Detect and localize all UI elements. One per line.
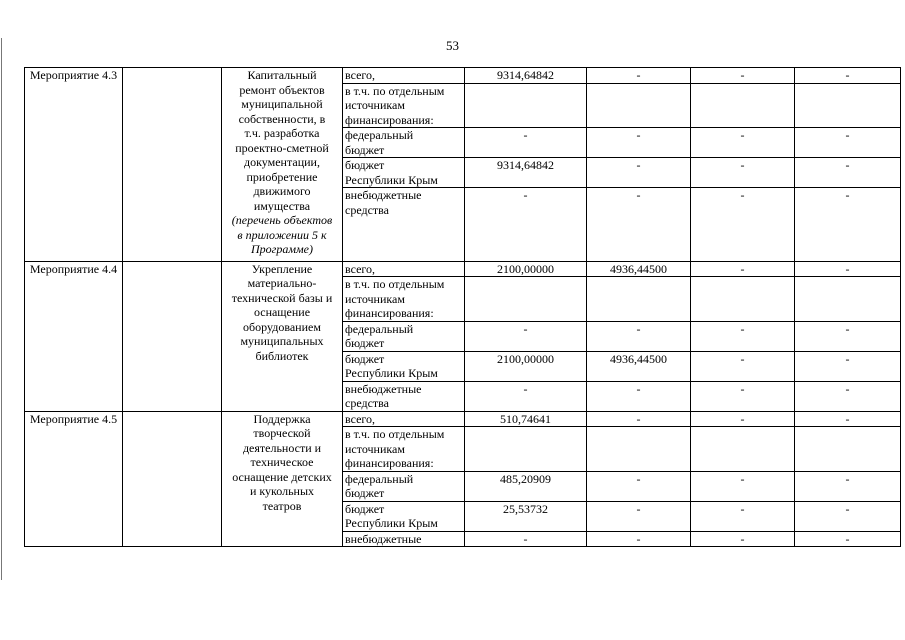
event-name-line: движимого [253, 184, 311, 198]
funding-source-cell [343, 68, 465, 84]
funding-source-line: бюджет [345, 501, 385, 516]
funding-value-3 [691, 427, 795, 472]
funding-source-cell [343, 531, 465, 547]
funding-value-1: - [465, 531, 587, 547]
funding-value-1 [465, 427, 587, 472]
funding-source-line: бюджет [345, 351, 385, 366]
funding-value-4: - [795, 188, 901, 262]
page-left-edge [1, 38, 2, 580]
funding-value-3: - [691, 188, 795, 262]
funding-value-2: - [587, 531, 691, 547]
funding-source-cell [343, 277, 465, 322]
funding-value-1 [465, 277, 587, 322]
funding-source-line: внебюджетные [345, 188, 422, 202]
funding-table [24, 67, 901, 547]
funding-value-3: - [691, 351, 795, 381]
funding-value-3 [691, 83, 795, 128]
funding-source-line: источникам [345, 98, 405, 112]
funding-value-4 [795, 277, 901, 322]
funding-source-cell [343, 188, 465, 262]
event-name-line: технической базы и [231, 290, 333, 305]
funding-value-2: - [587, 68, 691, 84]
funding-source-line: Республики Крым [345, 366, 438, 380]
event-name-line: деятельности и [242, 440, 322, 455]
funding-value-3: - [691, 158, 795, 188]
event-name-line: творческой [253, 426, 311, 440]
funding-value-3: - [691, 411, 795, 427]
funding-value-2: - [587, 411, 691, 427]
event-name-line: проектно-сметной [235, 140, 329, 155]
funding-value-1: 25,53732 [465, 501, 587, 531]
funding-table-body [25, 68, 901, 547]
funding-source-line: в т.ч. по отдельным [345, 427, 445, 441]
funding-source-line: в т.ч. по отдельным [345, 83, 445, 98]
funding-value-3: - [691, 471, 795, 501]
event-name-line: оснащение детских [232, 469, 332, 484]
funding-value-2: - [587, 381, 691, 411]
funding-source-line: бюджет [345, 142, 385, 157]
funding-source-line: бюджет [345, 336, 385, 350]
funding-source-line: бюджет [345, 158, 385, 172]
funding-source-line: средства [345, 202, 390, 217]
funding-value-1: 9314,64842 [465, 158, 587, 188]
event-name-line: приобретение [246, 169, 318, 184]
event-name-line: оснащение [253, 305, 311, 319]
funding-value-1: - [465, 381, 587, 411]
event-name-line: собственности, в [238, 111, 326, 126]
funding-value-2: 4936,44500 [587, 261, 691, 277]
funding-value-2: - [587, 128, 691, 158]
event-name-line: техническое [250, 455, 314, 469]
funding-source-cell [343, 351, 465, 381]
funding-value-3: - [691, 128, 795, 158]
event-label: Мероприятие 4.5 [29, 411, 118, 426]
funding-value-3 [691, 277, 795, 322]
funding-value-1: 2100,00000 [465, 261, 587, 277]
table-row [25, 261, 901, 277]
event-label: Мероприятие 4.4 [29, 261, 118, 276]
event-name-line: т.ч. разработка [244, 126, 320, 140]
funding-value-1: - [465, 188, 587, 262]
funding-value-4: - [795, 351, 901, 381]
funding-value-4: - [795, 531, 901, 547]
funding-value-4: - [795, 501, 901, 531]
funding-value-4: - [795, 128, 901, 158]
funding-value-1 [465, 83, 587, 128]
funding-value-3: - [691, 381, 795, 411]
funding-value-4: - [795, 381, 901, 411]
event-name-line: Капитальный [247, 68, 317, 82]
funding-source-line: в т.ч. по отдельным [345, 277, 445, 291]
funding-value-1: - [465, 128, 587, 158]
funding-source-line: федеральный [345, 128, 414, 142]
funding-value-4: - [795, 411, 901, 427]
funding-value-2: 4936,44500 [587, 351, 691, 381]
event-name-note-line: в приложении 5 к [237, 227, 327, 242]
funding-value-4 [795, 427, 901, 472]
funding-source-line: внебюджетные [345, 531, 422, 546]
funding-value-2: - [587, 188, 691, 262]
funding-value-1: 510,74641 [465, 411, 587, 427]
funding-source-line: финансирования: [345, 456, 434, 470]
funding-source-line: всего, [345, 261, 376, 276]
event-name-line: Укрепление [251, 261, 313, 276]
funding-source-line: федеральный [345, 471, 414, 486]
event-name-note-line: Программе) [251, 242, 313, 256]
funding-source-line: федеральный [345, 321, 414, 336]
funding-source-line: всего, [345, 68, 376, 82]
funding-value-2: - [587, 321, 691, 351]
funding-source-cell [343, 83, 465, 128]
event-name-line: муниципальной [241, 97, 323, 111]
funding-value-4: - [795, 261, 901, 277]
event-label-cell [25, 411, 123, 547]
funding-value-4 [795, 83, 901, 128]
table-row [25, 411, 901, 427]
funding-value-2: - [587, 501, 691, 531]
funding-value-3: - [691, 531, 795, 547]
funding-source-cell [343, 501, 465, 531]
funding-value-4: - [795, 158, 901, 188]
funding-source-cell [343, 321, 465, 351]
funding-source-cell [343, 471, 465, 501]
event-executor-cell [123, 411, 222, 547]
event-name-line: ремонт объектов [239, 82, 325, 97]
funding-value-2 [587, 277, 691, 322]
funding-source-line: всего, [345, 411, 376, 426]
funding-value-2: - [587, 158, 691, 188]
funding-value-4: - [795, 471, 901, 501]
funding-value-4: - [795, 321, 901, 351]
funding-value-1: 2100,00000 [465, 351, 587, 381]
event-name-line: оборудованием [243, 319, 321, 334]
funding-source-cell [343, 158, 465, 188]
funding-value-2: - [587, 471, 691, 501]
event-label-cell [25, 68, 123, 262]
funding-source-line: Республики Крым [345, 516, 438, 530]
funding-source-line: финансирования: [345, 112, 434, 127]
event-label-cell [25, 261, 123, 411]
funding-source-cell [343, 128, 465, 158]
funding-source-cell [343, 261, 465, 277]
event-executor-cell [123, 261, 222, 411]
funding-source-line: средства [345, 396, 390, 410]
event-executor-cell [123, 68, 222, 262]
funding-value-1: 9314,64842 [465, 68, 587, 84]
funding-value-2 [587, 427, 691, 472]
funding-value-1: 485,20909 [465, 471, 587, 501]
funding-source-line: источникам [345, 291, 405, 306]
event-name-line: Поддержка [253, 411, 311, 426]
event-name-line: библиотек [255, 348, 309, 363]
event-name-line: и кукольных [249, 484, 315, 498]
event-name-line: театров [262, 498, 302, 513]
table-row [25, 68, 901, 84]
funding-value-1: - [465, 321, 587, 351]
funding-source-cell [343, 381, 465, 411]
funding-value-3: - [691, 501, 795, 531]
funding-source-cell [343, 427, 465, 472]
event-name-cell [222, 261, 343, 411]
funding-value-3: - [691, 261, 795, 277]
page-number: 53 [446, 38, 459, 53]
funding-source-line: финансирования: [345, 306, 434, 320]
event-name-cell [222, 411, 343, 547]
event-name-note-line: (перечень объектов [231, 213, 333, 227]
funding-source-line: внебюджетные [345, 381, 422, 396]
event-label: Мероприятие 4.3 [29, 68, 118, 82]
funding-source-line: Республики Крым [345, 172, 438, 187]
event-name-cell [222, 68, 343, 262]
funding-value-4: - [795, 68, 901, 84]
funding-source-cell [343, 411, 465, 427]
funding-value-3: - [691, 321, 795, 351]
funding-value-3: - [691, 68, 795, 84]
event-name-line: имущества [253, 198, 311, 213]
funding-source-line: бюджет [345, 486, 385, 500]
event-name-line: материально- [247, 276, 317, 290]
event-name-line: муниципальных [240, 334, 324, 348]
event-name-line: документации, [244, 155, 320, 169]
funding-source-line: источникам [345, 441, 405, 456]
funding-value-2 [587, 83, 691, 128]
